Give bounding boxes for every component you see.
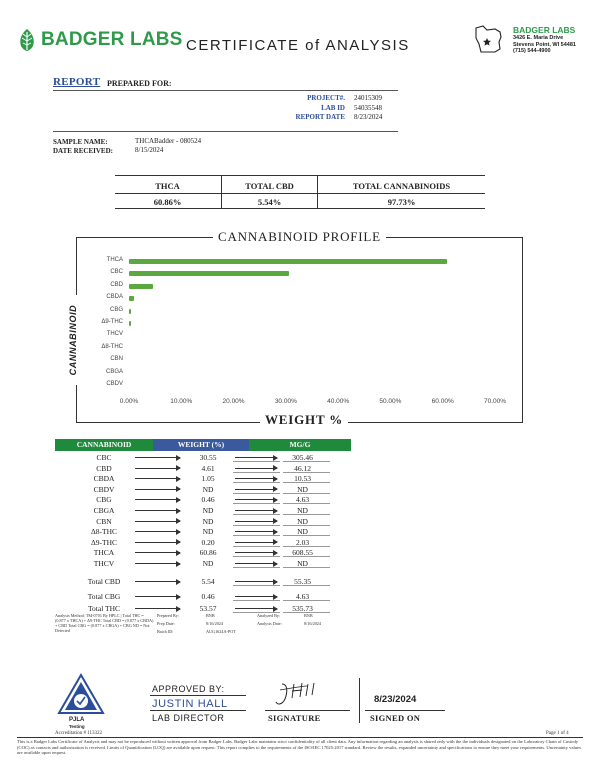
cell-weight: ND [202,506,214,515]
chart-x-tick-label: 0.00% [119,398,139,405]
cell-cannabinoid: CBGA [93,506,115,515]
project-value: 24015309 [354,94,382,102]
batch-id-value: AUG1624A-POT [206,629,236,634]
signed-date: 8/23/2024 [374,694,417,705]
cell-mg: 608.55 [292,548,313,558]
cell-weight: 5.54 [201,577,215,586]
chart-bar [129,309,131,314]
table-row [55,464,355,475]
table-row [55,548,355,559]
mg-underline [283,556,330,557]
cell-weight: 0.46 [201,592,215,601]
analysis-date-label: Analysis Date: [257,621,282,626]
cell-weight: ND [202,527,214,537]
pjla-testing: Testing [69,724,85,729]
signed-on-label: SIGNED ON [370,713,421,723]
row-arrow [135,581,180,582]
cell-mg: 55.35 [294,577,311,586]
row-arrow [135,531,180,532]
signature-image [272,680,342,710]
cell-mg: 2.03 [295,537,310,547]
cell-mg: 4.63 [295,495,310,505]
row-arrow [135,478,180,479]
row-arrow [235,510,277,511]
cell-cannabinoid: CBN [96,516,112,526]
table-row [55,474,355,485]
lab-address-block [513,25,598,55]
cell-weight: 0.20 [201,537,215,547]
signature-line [265,710,350,711]
cell-cannabinoid: CBDA [93,474,115,484]
sample-name-label: SAMPLE NAME: [53,138,108,146]
cell-weight: 4.61 [201,463,215,473]
row-arrow [135,489,180,490]
cell-mg: ND [297,484,308,494]
method-notes: Analysis Method: TM-0701 By HPLC | Total THC = (0.877 x THCA) + Δ9-THC Total CBD = (0.877 x CBDA) + CBD Total CBG = (0.877 x CBGA) + CBG ND = Not Detected [55,613,154,633]
approver-name-line [150,710,246,711]
row-arrow [235,542,277,543]
row-arrow [235,596,277,597]
mg-underline [283,493,330,494]
weight-underline [233,546,280,547]
chart-category-label: Δ9-THC [101,319,123,325]
mg-underline [283,567,330,568]
row-arrow [235,489,277,490]
cell-cannabinoid: THCA [93,548,115,558]
wisconsin-map-icon [473,24,507,54]
project-label: PROJECT#. [307,94,345,102]
prep-date-value: 8/16/2024 [206,621,223,626]
report-date-label: REPORT DATE [295,113,345,121]
weight-underline [233,585,280,586]
weight-underline [233,493,280,494]
cell-weight: 1.05 [201,474,215,484]
chart-category-label: THCV [106,331,123,338]
row-arrow [135,499,180,500]
mg-underline [283,503,330,504]
row-arrow [235,499,277,500]
document-title: CERTIFICATE of ANALYSIS [186,37,410,54]
chart-x-tick-label: 20.00% [222,398,245,405]
chart-bar [129,284,153,289]
row-arrow [235,608,277,609]
chart-category-label: CBN [110,356,123,363]
chart-category-label: CBG [109,306,123,313]
table-row [55,517,355,528]
table-header-cannabinoid: CANNABINOID [55,439,153,451]
chart-category-label: CBC [110,269,123,276]
totals-value-total-cbd: 5.54% [257,197,282,207]
cell-mg: ND [297,506,308,515]
totals-mid-line [115,193,485,194]
cell-cannabinoid: THCV [93,559,115,568]
cell-mg: ND [297,516,308,526]
badger-logo-icon [17,28,37,52]
chart-category-label: Δ8-THC [101,343,123,350]
table-row [55,495,355,506]
row-arrow [135,563,180,564]
row-arrow [135,596,180,597]
table-row [55,559,355,570]
table-row [55,538,355,549]
analysis-date-value: 8/16/2024 [304,621,321,626]
weight-underline [233,461,280,462]
row-arrow [235,563,277,564]
chart-x-axis-title: WEIGHT % [260,412,348,428]
cell-weight: 30.55 [199,453,217,462]
cell-weight: ND [202,484,214,494]
approved-by-line [150,695,246,696]
chart-x-tick-label: 50.00% [379,398,402,405]
mg-underline [283,585,330,586]
totals-value-thca: 60.86% [153,197,182,207]
pjla-logo-icon [57,673,105,715]
table-row [55,453,355,464]
cell-mg: 535.73 [292,604,313,613]
row-arrow [235,581,277,582]
cell-weight: 60.86 [199,548,217,558]
row-arrow [235,552,277,553]
accreditation-number: Accreditation # 113322 [55,731,103,736]
page-number: Page 1 of 4 [546,731,569,736]
cell-cannabinoid: Δ8-THC [90,527,118,537]
cell-weight: 0.46 [201,495,215,505]
table-header-mg: MG/G [249,439,351,451]
row-arrow [235,521,277,522]
weight-underline [233,503,280,504]
cell-cannabinoid: Δ9-THC [90,537,118,547]
sample-name-value: THCABadder - 080524 [135,137,202,145]
weight-underline [233,556,280,557]
cell-weight: 53.57 [199,604,217,613]
report-divider [53,90,398,91]
analyzed-by-label: Analyzed By: [257,613,281,618]
totals-header-total-cannabinoids: TOTAL CANNABINOIDS [352,181,451,191]
lab-address-line1: 3426 E. Maria Drive [513,35,564,41]
footer-disclaimer: This is a Badger Labs Certificate of Analysis and may not be reproduced without written approval from Badger Labs. Badger Labs maintains strict confidentiality of all client data. Any information regarding an analysis is shared only with the the individuals designated on the Laboratory Chain of Custody (COC) as contacts and authorization is received. Limits of Quantification (LOQ) are available upon request. This report complies to the requirements of the ISO/IEC 17025:2017 standard. Review the results, expanded uncertainty and specifications to ensure they meet your requirements. Uncertainty values are available upon request. [17,739,581,756]
cell-cannabinoid: Total CBG [87,592,121,601]
table-row [55,506,355,517]
weight-underline [233,567,280,568]
logo-wordmark: BADGER LABS [41,29,183,50]
row-arrow [135,457,180,458]
row-arrow [135,542,180,543]
cell-mg: ND [297,527,308,537]
meta-divider [53,131,398,132]
table-row [55,577,355,588]
report-date-value: 8/23/2024 [354,113,383,121]
chart-category-label: CBD [110,281,123,288]
footer-divider [17,737,583,738]
report-label: REPORT [53,76,101,88]
chart-x-tick-label: 60.00% [431,398,454,405]
chart-y-axis-title: CANNABINOID [68,295,78,385]
table-header-weight: WEIGHT (%) [153,439,249,451]
chart-x-tick-label: 30.00% [274,398,297,405]
approver-role: LAB DIRECTOR [152,713,225,723]
prepared-for-label: PREPARED FOR: [107,79,172,88]
row-arrow [235,531,277,532]
totals-top-line [115,175,485,176]
prepared-by-label: Prepared By: [157,613,179,618]
mg-underline [283,482,330,483]
signature-label: SIGNATURE [268,713,321,723]
chart-bar [129,321,131,326]
cell-mg: ND [297,559,308,568]
totals-header-total-cbd: TOTAL CBD [245,181,294,191]
chart-x-tick-label: 70.00% [483,398,507,405]
prep-date-label: Prep Date: [157,621,175,626]
chart-bar [129,271,289,276]
table-row [55,485,355,496]
chart-bar [129,259,447,264]
cell-cannabinoid: CBDV [93,484,115,494]
chart-category-label: CBDV [106,381,123,387]
chart-bar [129,296,134,301]
weight-underline [233,525,280,526]
approver-name: JUSTIN HALL [152,698,228,710]
weight-underline [233,535,280,536]
cell-cannabinoid: Total CBD [87,577,121,586]
chart-x-tick-label: 40.00% [327,398,350,405]
totals-header-thca: THCA [155,181,180,191]
date-received-value: 8/15/2024 [135,146,164,154]
row-arrow [235,457,277,458]
totals-value-total-cannabinoids: 97.73% [387,197,416,207]
cell-mg: 46.12 [294,463,311,473]
totals-bottom-line [115,208,485,209]
mg-underline [283,525,330,526]
weight-underline [233,472,280,473]
chart-title: CANNABINOID PROFILE [213,229,386,245]
lab-name: BADGER LABS [513,25,576,35]
cell-cannabinoid: CBD [96,463,112,473]
weight-underline [233,514,280,515]
lab-address-line2: Stevens Point, WI 54481 [513,41,576,48]
prepared-by-value: BNB [206,613,215,618]
analyzed-by-value: BNB [304,613,313,618]
cell-cannabinoid: Total THC [87,604,121,613]
row-arrow [235,478,277,479]
lab-id-label: LAB ID [321,104,345,112]
row-arrow [135,608,180,609]
row-arrow [135,521,180,522]
batch-id-label: Batch ID: [157,629,174,634]
footer-vertical-divider [359,678,360,723]
chart-plot-area [77,238,522,422]
weight-underline [233,482,280,483]
row-arrow [135,468,180,469]
cell-cannabinoid: CBC [96,453,112,462]
table-row [55,527,355,538]
approved-by-label: APPROVED BY: [152,684,225,694]
lab-id-value: 54035548 [354,104,382,112]
pjla-label: PJLA [69,717,85,723]
cell-mg: 305.46 [292,453,313,462]
cell-weight: ND [202,516,214,526]
date-received-label: DATE RECEIVED: [53,147,113,155]
lab-phone: (715) 544-4900 [513,48,551,54]
mg-underline [283,461,330,462]
chart-category-label: CBGA [105,368,123,375]
mg-underline [283,535,330,536]
row-arrow [235,468,277,469]
weight-underline [233,600,280,601]
table-row [55,592,355,603]
chart-category-label: THCA [106,257,123,263]
mg-underline [283,514,330,515]
mg-underline [283,472,330,473]
mg-underline [283,546,330,547]
cell-cannabinoid: CBG [96,495,112,505]
cell-mg: 10.53 [294,474,311,484]
chart-category-label: CBDA [106,294,123,301]
chart-x-tick-label: 10.00% [170,398,193,405]
cannabinoid-profile-chart [76,237,523,423]
cell-mg: 4.63 [295,592,310,601]
mg-underline [283,600,330,601]
row-arrow [135,510,180,511]
signed-on-line [365,710,445,711]
cell-weight: ND [202,559,214,568]
row-arrow [135,552,180,553]
